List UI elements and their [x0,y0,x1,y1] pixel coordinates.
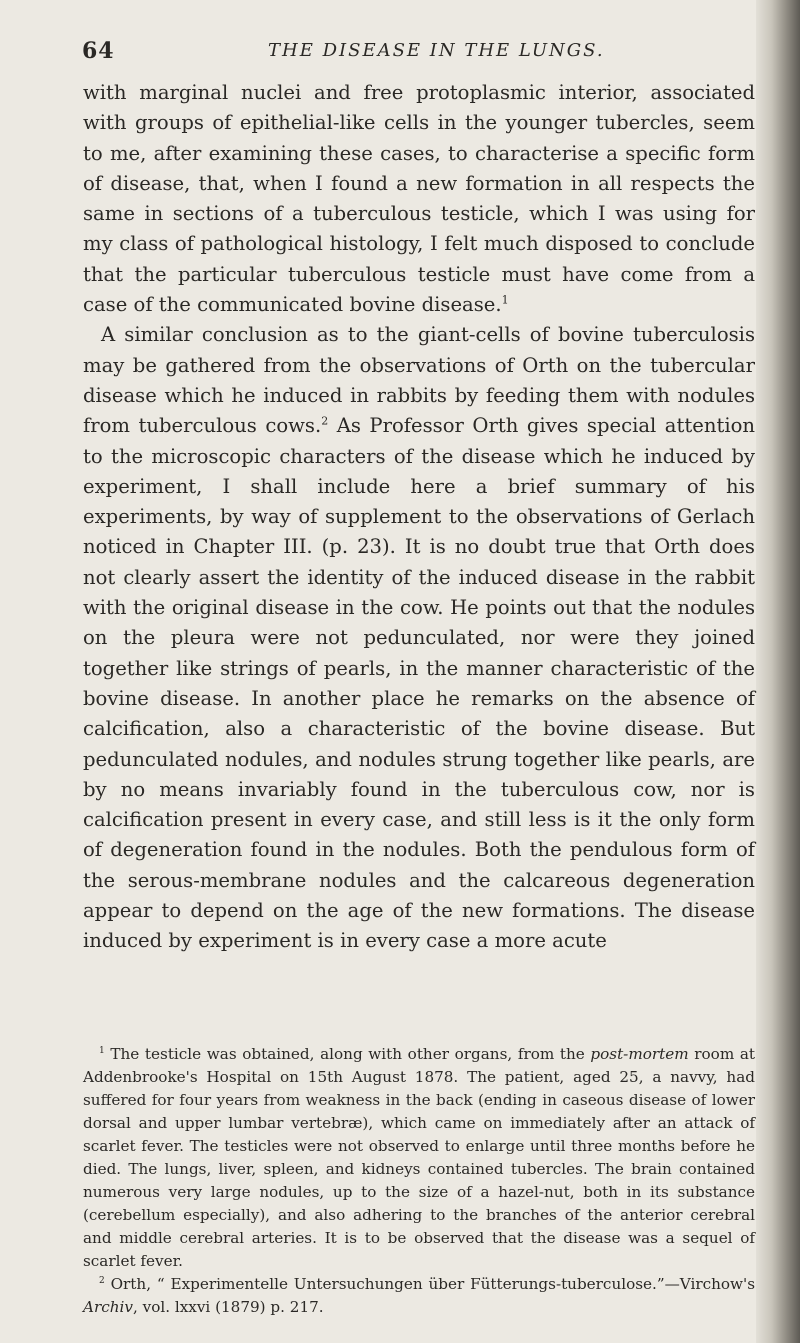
footnotes [83,1043,755,1319]
paragraph-1-text: with marginal nuclei and free protoplasmic interior, associated with groups of epithelial-like cells in the younger tubercles, seem to me, after examining these cases, to characterise a specific form of disease, that, when I found a new formation in all respects the same in sections of a tuberculous testicle, which I was using for my class of pathological histology, I felt much disposed to conclude that the particular tuberculous testicle must have come from a case of the communicated bovine disease. [83,81,755,317]
page-header [82,26,762,66]
footnote-1-emphasis: post-mortem [590,1045,689,1063]
paragraph-1 [83,78,755,320]
footnote-2-text-b: , vol. lxxvi (1879) p. 217. [132,1298,324,1316]
main-text [83,78,755,957]
paragraph-2-text-a: A similar conclusion as to the giant-cells of bovine tuberculosis may be gathered from the observations of Orth on the tubercular disease which he induced in rabbits by feeding them with nodules from tuberculous cows. [83,323,755,438]
footnote-ref-2: 2 [321,414,329,428]
footnote-2-mark: 2 [99,1275,105,1286]
footnote-1 [83,1043,755,1273]
paragraph-2 [83,320,755,956]
page-edge-shadow [756,0,800,1343]
footnote-2-text-a: Orth, “ Experimentelle Untersuchungen über Fütterungs-tuberculose.”—Virchow's [110,1275,756,1293]
footnote-1-mark: 1 [99,1045,105,1056]
page-number: 64 [82,38,115,64]
footnote-2-emphasis: Archiv [83,1298,133,1316]
footnote-1-text-b: room at Addenbrooke's Hospital on 15th August 1878. The patient, aged 25, a navvy, had suffered for four years from weakness in the back (ending in caseous disease of lower dorsal and upper lumbar vertebræ), which came on immediately after an attack of scarlet fever. The testicles were not observed to enlarge until three months before he died. The lungs, liver, spleen, and kidneys contained tubercles. The brain contained numerous very large nodules, up to the size of a hazel-nut, both in its substance (cerebellum especially), and also adhering to the branches of the anterior cerebral and middle cerebral arteries. It is to be observed that the disease was a sequel of scarlet fever. [83,1045,756,1270]
paragraph-2-text-b: As Professor Orth gives special attention to the microscopic characters of the disease which he induced by experiment, I shall include here a brief summary of his experiments, by way of supplement to the observations of Gerlach noticed in Chapter III. (p. 23). It is no doubt true that Orth does not clearly assert the identity of the induced disease in the rabbit with the original disease in the cow. He points out that the nodules on the pleura were not pedunculated, nor were they joined together like strings of pearls, in the manner characteristic of the bovine disease. In another place he remarks on the absence of calcification, also a characteristic of the bovine disease. But pedunculated nodules, and nodules strung together like pearls, are by no means invariably found in the tuberculous cow, nor is calcification present in every case, and still less is it the only form of degeneration found in the nodules. Both the pendulous form of the serous-membrane nodules and the calcareous degeneration appear to depend on the age of the new formations. The disease induced by experiment is in every case a more acute [83,414,755,953]
footnote-ref-1: 1 [501,293,509,307]
running-title: THE DISEASE IN THE LUNGS. [268,40,605,61]
footnote-2 [83,1273,755,1319]
footnote-1-text-a: The testicle was obtained, along with other organs, from the [110,1045,591,1063]
